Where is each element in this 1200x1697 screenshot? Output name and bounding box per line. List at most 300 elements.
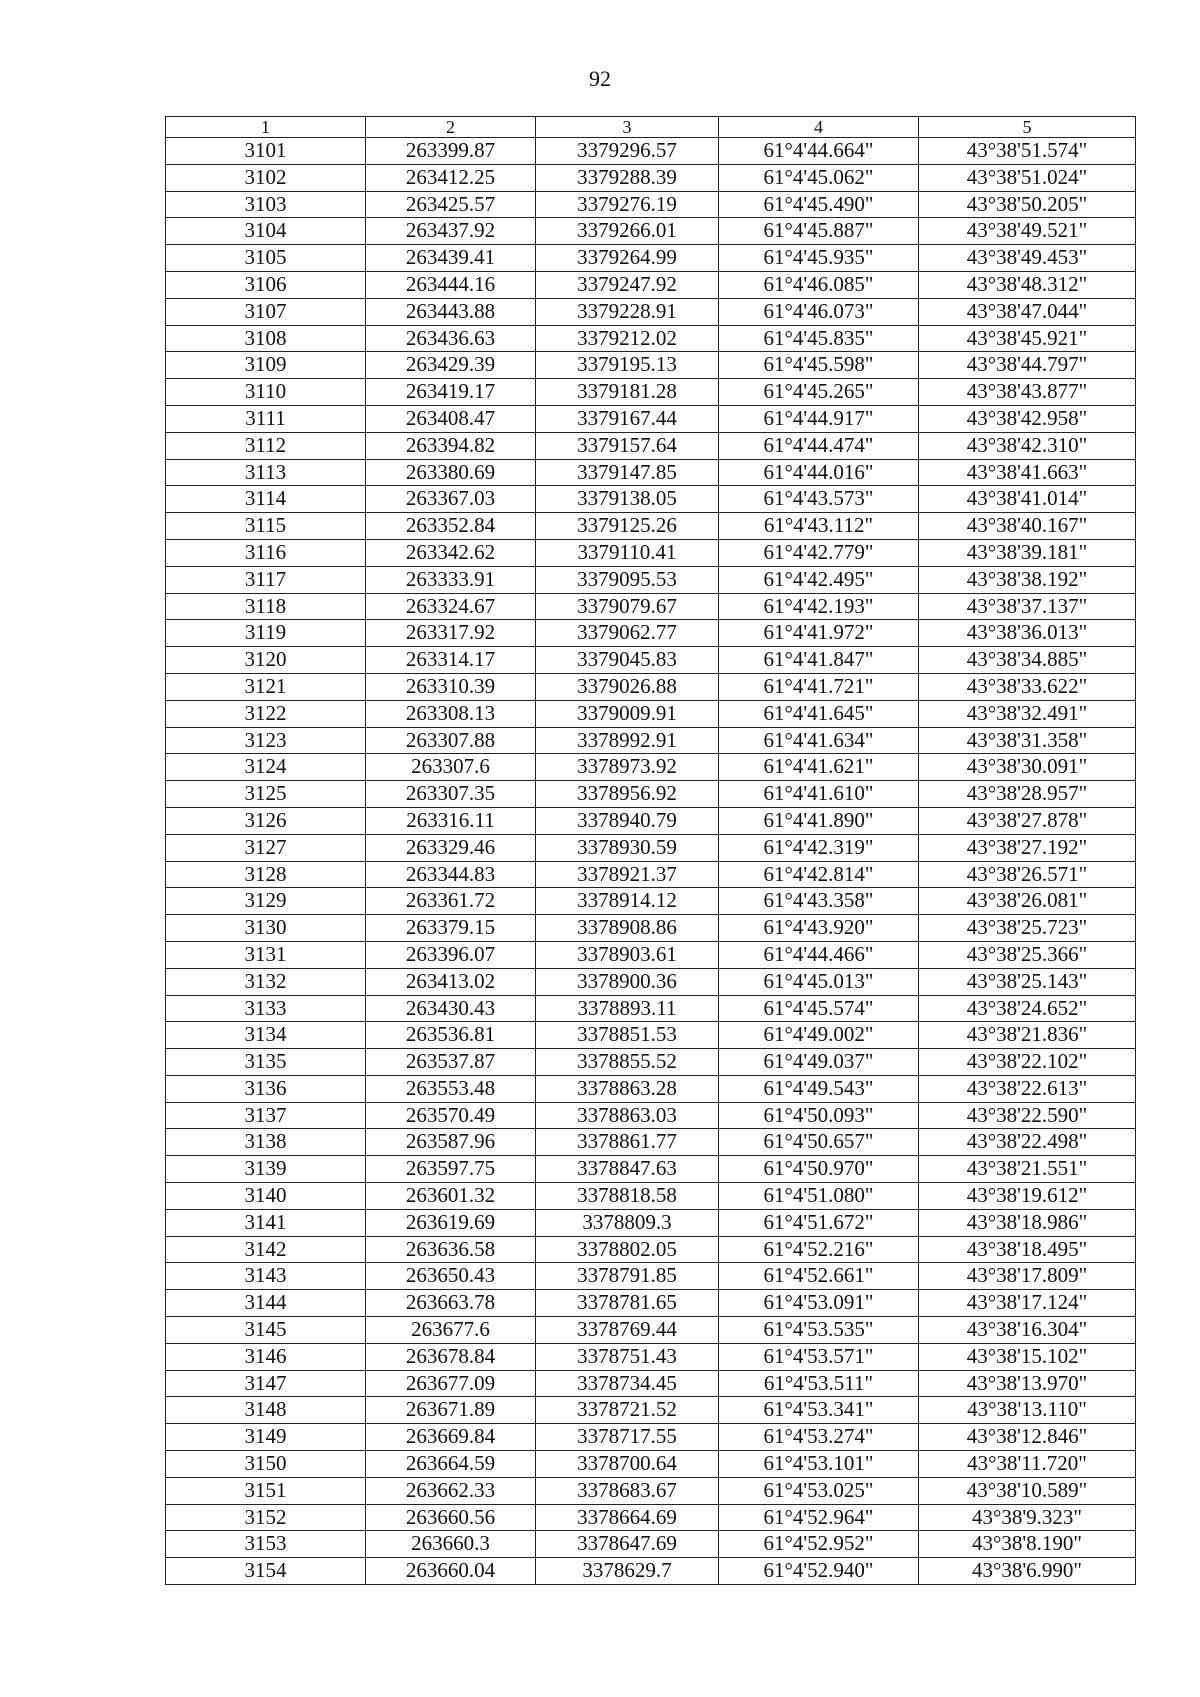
table-row	[166, 1558, 1136, 1585]
table-row	[166, 191, 1136, 218]
table-row	[166, 379, 1136, 406]
point-number-cell: 3124	[166, 754, 366, 781]
table-row	[166, 915, 1136, 942]
longitude-cell: 43°38'26.571"	[919, 861, 1136, 888]
table-row	[166, 995, 1136, 1022]
latitude-cell: 61°4'51.672"	[719, 1209, 919, 1236]
point-number-cell: 3151	[166, 1477, 366, 1504]
longitude-cell: 43°38'31.358"	[919, 727, 1136, 754]
y-coordinate-cell: 3378940.79	[536, 807, 719, 834]
longitude-cell: 43°38'43.877"	[919, 379, 1136, 406]
longitude-cell: 43°38'25.723"	[919, 915, 1136, 942]
table-row	[166, 1343, 1136, 1370]
point-number-cell: 3126	[166, 807, 366, 834]
y-coordinate-cell: 3379095.53	[536, 566, 719, 593]
table-row	[166, 593, 1136, 620]
column-header: 1	[166, 117, 366, 138]
x-coordinate-cell: 263412.25	[366, 164, 536, 191]
longitude-cell: 43°38'42.958"	[919, 405, 1136, 432]
point-number-cell: 3112	[166, 432, 366, 459]
point-number-cell: 3118	[166, 593, 366, 620]
column-header: 4	[719, 117, 919, 138]
column-header: 3	[536, 117, 719, 138]
table-row	[166, 968, 1136, 995]
y-coordinate-cell: 3378863.28	[536, 1075, 719, 1102]
latitude-cell: 61°4'43.358"	[719, 888, 919, 915]
x-coordinate-cell: 263553.48	[366, 1075, 536, 1102]
longitude-cell: 43°38'36.013"	[919, 620, 1136, 647]
x-coordinate-cell: 263664.59	[366, 1451, 536, 1478]
y-coordinate-cell: 3378914.12	[536, 888, 719, 915]
x-coordinate-cell: 263677.09	[366, 1370, 536, 1397]
latitude-cell: 61°4'52.940"	[719, 1558, 919, 1585]
latitude-cell: 61°4'45.013"	[719, 968, 919, 995]
y-coordinate-cell: 3379181.28	[536, 379, 719, 406]
latitude-cell: 61°4'44.016"	[719, 459, 919, 486]
y-coordinate-cell: 3379276.19	[536, 191, 719, 218]
point-number-cell: 3109	[166, 352, 366, 379]
longitude-cell: 43°38'25.143"	[919, 968, 1136, 995]
x-coordinate-cell: 263333.91	[366, 566, 536, 593]
latitude-cell: 61°4'43.112"	[719, 513, 919, 540]
y-coordinate-cell: 3379264.99	[536, 245, 719, 272]
latitude-cell: 61°4'46.073"	[719, 298, 919, 325]
longitude-cell: 43°38'21.836"	[919, 1022, 1136, 1049]
y-coordinate-cell: 3378629.7	[536, 1558, 719, 1585]
point-number-cell: 3143	[166, 1263, 366, 1290]
latitude-cell: 61°4'41.645"	[719, 700, 919, 727]
latitude-cell: 61°4'45.598"	[719, 352, 919, 379]
longitude-cell: 43°38'18.986"	[919, 1209, 1136, 1236]
point-number-cell: 3149	[166, 1424, 366, 1451]
longitude-cell: 43°38'44.797"	[919, 352, 1136, 379]
x-coordinate-cell: 263307.88	[366, 727, 536, 754]
x-coordinate-cell: 263324.67	[366, 593, 536, 620]
longitude-cell: 43°38'41.014"	[919, 486, 1136, 513]
longitude-cell: 43°38'37.137"	[919, 593, 1136, 620]
x-coordinate-cell: 263443.88	[366, 298, 536, 325]
latitude-cell: 61°4'45.887"	[719, 218, 919, 245]
point-number-cell: 3140	[166, 1183, 366, 1210]
point-number-cell: 3121	[166, 673, 366, 700]
longitude-cell: 43°38'42.310"	[919, 432, 1136, 459]
x-coordinate-cell: 263380.69	[366, 459, 536, 486]
y-coordinate-cell: 3379125.26	[536, 513, 719, 540]
y-coordinate-cell: 3379026.88	[536, 673, 719, 700]
longitude-cell: 43°38'26.081"	[919, 888, 1136, 915]
latitude-cell: 61°4'50.657"	[719, 1129, 919, 1156]
table-row	[166, 1129, 1136, 1156]
table-row	[166, 1397, 1136, 1424]
table-row	[166, 941, 1136, 968]
column-header: 2	[366, 117, 536, 138]
point-number-cell: 3122	[166, 700, 366, 727]
table-row	[166, 1075, 1136, 1102]
point-number-cell: 3141	[166, 1209, 366, 1236]
y-coordinate-cell: 3378861.77	[536, 1129, 719, 1156]
longitude-cell: 43°38'24.652"	[919, 995, 1136, 1022]
y-coordinate-cell: 3379288.39	[536, 164, 719, 191]
latitude-cell: 61°4'53.341"	[719, 1397, 919, 1424]
table-row	[166, 271, 1136, 298]
x-coordinate-cell: 263650.43	[366, 1263, 536, 1290]
y-coordinate-cell: 3378734.45	[536, 1370, 719, 1397]
latitude-cell: 61°4'49.002"	[719, 1022, 919, 1049]
y-coordinate-cell: 3378855.52	[536, 1049, 719, 1076]
x-coordinate-cell: 263429.39	[366, 352, 536, 379]
table-row	[166, 245, 1136, 272]
x-coordinate-cell: 263597.75	[366, 1156, 536, 1183]
y-coordinate-cell: 3378956.92	[536, 781, 719, 808]
longitude-cell: 43°38'21.551"	[919, 1156, 1136, 1183]
table-row	[166, 1290, 1136, 1317]
x-coordinate-cell: 263329.46	[366, 834, 536, 861]
x-coordinate-cell: 263396.07	[366, 941, 536, 968]
latitude-cell: 61°4'53.025"	[719, 1477, 919, 1504]
longitude-cell: 43°38'33.622"	[919, 673, 1136, 700]
longitude-cell: 43°38'34.885"	[919, 647, 1136, 674]
y-coordinate-cell: 3379228.91	[536, 298, 719, 325]
x-coordinate-cell: 263352.84	[366, 513, 536, 540]
longitude-cell: 43°38'51.574"	[919, 138, 1136, 165]
point-number-cell: 3110	[166, 379, 366, 406]
x-coordinate-cell: 263660.56	[366, 1504, 536, 1531]
latitude-cell: 61°4'43.920"	[719, 915, 919, 942]
table-row	[166, 1209, 1136, 1236]
point-number-cell: 3105	[166, 245, 366, 272]
latitude-cell: 61°4'51.080"	[719, 1183, 919, 1210]
longitude-cell: 43°38'39.181"	[919, 539, 1136, 566]
point-number-cell: 3150	[166, 1451, 366, 1478]
latitude-cell: 61°4'52.952"	[719, 1531, 919, 1558]
longitude-cell: 43°38'15.102"	[919, 1343, 1136, 1370]
latitude-cell: 61°4'42.319"	[719, 834, 919, 861]
point-number-cell: 3152	[166, 1504, 366, 1531]
table-row	[166, 834, 1136, 861]
point-number-cell: 3111	[166, 405, 366, 432]
table-row	[166, 1156, 1136, 1183]
table-row	[166, 727, 1136, 754]
y-coordinate-cell: 3379247.92	[536, 271, 719, 298]
point-number-cell: 3120	[166, 647, 366, 674]
y-coordinate-cell: 3378809.3	[536, 1209, 719, 1236]
table-row	[166, 1183, 1136, 1210]
x-coordinate-cell: 263419.17	[366, 379, 536, 406]
x-coordinate-cell: 263361.72	[366, 888, 536, 915]
table-row	[166, 486, 1136, 513]
table-row	[166, 861, 1136, 888]
table-row	[166, 218, 1136, 245]
latitude-cell: 61°4'44.917"	[719, 405, 919, 432]
y-coordinate-cell: 3379045.83	[536, 647, 719, 674]
x-coordinate-cell: 263437.92	[366, 218, 536, 245]
header-row	[166, 117, 1136, 138]
point-number-cell: 3130	[166, 915, 366, 942]
table-row	[166, 325, 1136, 352]
x-coordinate-cell: 263660.04	[366, 1558, 536, 1585]
point-number-cell: 3102	[166, 164, 366, 191]
point-number-cell: 3103	[166, 191, 366, 218]
table-row	[166, 647, 1136, 674]
x-coordinate-cell: 263344.83	[366, 861, 536, 888]
longitude-cell: 43°38'13.110"	[919, 1397, 1136, 1424]
latitude-cell: 61°4'45.062"	[719, 164, 919, 191]
longitude-cell: 43°38'8.190"	[919, 1531, 1136, 1558]
y-coordinate-cell: 3378664.69	[536, 1504, 719, 1531]
longitude-cell: 43°38'22.102"	[919, 1049, 1136, 1076]
point-number-cell: 3106	[166, 271, 366, 298]
latitude-cell: 61°4'45.574"	[719, 995, 919, 1022]
latitude-cell: 61°4'43.573"	[719, 486, 919, 513]
x-coordinate-cell: 263307.6	[366, 754, 536, 781]
x-coordinate-cell: 263619.69	[366, 1209, 536, 1236]
latitude-cell: 61°4'52.964"	[719, 1504, 919, 1531]
x-coordinate-cell: 263601.32	[366, 1183, 536, 1210]
y-coordinate-cell: 3379062.77	[536, 620, 719, 647]
table-row	[166, 138, 1136, 165]
latitude-cell: 61°4'41.621"	[719, 754, 919, 781]
latitude-cell: 61°4'53.511"	[719, 1370, 919, 1397]
latitude-cell: 61°4'44.466"	[719, 941, 919, 968]
table-row	[166, 298, 1136, 325]
longitude-cell: 43°38'49.453"	[919, 245, 1136, 272]
latitude-cell: 61°4'53.571"	[719, 1343, 919, 1370]
y-coordinate-cell: 3379157.64	[536, 432, 719, 459]
longitude-cell: 43°38'32.491"	[919, 700, 1136, 727]
longitude-cell: 43°38'18.495"	[919, 1236, 1136, 1263]
x-coordinate-cell: 263678.84	[366, 1343, 536, 1370]
y-coordinate-cell: 3378921.37	[536, 861, 719, 888]
latitude-cell: 61°4'53.091"	[719, 1290, 919, 1317]
latitude-cell: 61°4'41.890"	[719, 807, 919, 834]
latitude-cell: 61°4'49.037"	[719, 1049, 919, 1076]
table-row	[166, 405, 1136, 432]
point-number-cell: 3127	[166, 834, 366, 861]
table-row	[166, 459, 1136, 486]
longitude-cell: 43°38'41.663"	[919, 459, 1136, 486]
y-coordinate-cell: 3379009.91	[536, 700, 719, 727]
latitude-cell: 61°4'41.634"	[719, 727, 919, 754]
x-coordinate-cell: 263587.96	[366, 1129, 536, 1156]
x-coordinate-cell: 263537.87	[366, 1049, 536, 1076]
point-number-cell: 3137	[166, 1102, 366, 1129]
y-coordinate-cell: 3379147.85	[536, 459, 719, 486]
table-row	[166, 1102, 1136, 1129]
latitude-cell: 61°4'42.193"	[719, 593, 919, 620]
latitude-cell: 61°4'49.543"	[719, 1075, 919, 1102]
longitude-cell: 43°38'13.970"	[919, 1370, 1136, 1397]
x-coordinate-cell: 263413.02	[366, 968, 536, 995]
y-coordinate-cell: 3379079.67	[536, 593, 719, 620]
longitude-cell: 43°38'22.590"	[919, 1102, 1136, 1129]
latitude-cell: 61°4'44.474"	[719, 432, 919, 459]
table-row	[166, 1022, 1136, 1049]
longitude-cell: 43°38'48.312"	[919, 271, 1136, 298]
x-coordinate-cell: 263394.82	[366, 432, 536, 459]
y-coordinate-cell: 3378973.92	[536, 754, 719, 781]
point-number-cell: 3138	[166, 1129, 366, 1156]
longitude-cell: 43°38'6.990"	[919, 1558, 1136, 1585]
latitude-cell: 61°4'45.935"	[719, 245, 919, 272]
table-row	[166, 620, 1136, 647]
table-row	[166, 566, 1136, 593]
longitude-cell: 43°38'10.589"	[919, 1477, 1136, 1504]
table-row	[166, 513, 1136, 540]
x-coordinate-cell: 263663.78	[366, 1290, 536, 1317]
column-header: 5	[919, 117, 1136, 138]
coordinates-table	[165, 116, 1136, 1585]
x-coordinate-cell: 263408.47	[366, 405, 536, 432]
table-row	[166, 1504, 1136, 1531]
table-row	[166, 1424, 1136, 1451]
longitude-cell: 43°38'38.192"	[919, 566, 1136, 593]
latitude-cell: 61°4'42.779"	[719, 539, 919, 566]
latitude-cell: 61°4'41.847"	[719, 647, 919, 674]
point-number-cell: 3153	[166, 1531, 366, 1558]
latitude-cell: 61°4'52.661"	[719, 1263, 919, 1290]
y-coordinate-cell: 3378647.69	[536, 1531, 719, 1558]
point-number-cell: 3129	[166, 888, 366, 915]
y-coordinate-cell: 3379296.57	[536, 138, 719, 165]
x-coordinate-cell: 263379.15	[366, 915, 536, 942]
latitude-cell: 61°4'41.972"	[719, 620, 919, 647]
point-number-cell: 3113	[166, 459, 366, 486]
table-row	[166, 1049, 1136, 1076]
y-coordinate-cell: 3378700.64	[536, 1451, 719, 1478]
table-row	[166, 164, 1136, 191]
point-number-cell: 3146	[166, 1343, 366, 1370]
longitude-cell: 43°38'45.921"	[919, 325, 1136, 352]
x-coordinate-cell: 263430.43	[366, 995, 536, 1022]
point-number-cell: 3104	[166, 218, 366, 245]
point-number-cell: 3134	[166, 1022, 366, 1049]
y-coordinate-cell: 3378683.67	[536, 1477, 719, 1504]
table-row	[166, 754, 1136, 781]
y-coordinate-cell: 3378751.43	[536, 1343, 719, 1370]
x-coordinate-cell: 263677.6	[366, 1317, 536, 1344]
y-coordinate-cell: 3378818.58	[536, 1183, 719, 1210]
latitude-cell: 61°4'45.490"	[719, 191, 919, 218]
y-coordinate-cell: 3378851.53	[536, 1022, 719, 1049]
y-coordinate-cell: 3378900.36	[536, 968, 719, 995]
point-number-cell: 3147	[166, 1370, 366, 1397]
latitude-cell: 61°4'45.265"	[719, 379, 919, 406]
table-row	[166, 432, 1136, 459]
longitude-cell: 43°38'22.498"	[919, 1129, 1136, 1156]
point-number-cell: 3117	[166, 566, 366, 593]
y-coordinate-cell: 3379195.13	[536, 352, 719, 379]
point-number-cell: 3136	[166, 1075, 366, 1102]
x-coordinate-cell: 263669.84	[366, 1424, 536, 1451]
y-coordinate-cell: 3378908.86	[536, 915, 719, 942]
table-row	[166, 1236, 1136, 1263]
y-coordinate-cell: 3378721.52	[536, 1397, 719, 1424]
table-row	[166, 673, 1136, 700]
longitude-cell: 43°38'51.024"	[919, 164, 1136, 191]
point-number-cell: 3108	[166, 325, 366, 352]
table-row	[166, 1370, 1136, 1397]
x-coordinate-cell: 263367.03	[366, 486, 536, 513]
longitude-cell: 43°38'27.878"	[919, 807, 1136, 834]
y-coordinate-cell: 3379167.44	[536, 405, 719, 432]
table-body	[166, 138, 1136, 1585]
longitude-cell: 43°38'17.809"	[919, 1263, 1136, 1290]
longitude-cell: 43°38'25.366"	[919, 941, 1136, 968]
latitude-cell: 61°4'45.835"	[719, 325, 919, 352]
x-coordinate-cell: 263316.11	[366, 807, 536, 834]
x-coordinate-cell: 263439.41	[366, 245, 536, 272]
x-coordinate-cell: 263436.63	[366, 325, 536, 352]
y-coordinate-cell: 3379266.01	[536, 218, 719, 245]
y-coordinate-cell: 3379110.41	[536, 539, 719, 566]
longitude-cell: 43°38'30.091"	[919, 754, 1136, 781]
latitude-cell: 61°4'53.535"	[719, 1317, 919, 1344]
x-coordinate-cell: 263314.17	[366, 647, 536, 674]
y-coordinate-cell: 3378863.03	[536, 1102, 719, 1129]
y-coordinate-cell: 3378903.61	[536, 941, 719, 968]
latitude-cell: 61°4'53.101"	[719, 1451, 919, 1478]
y-coordinate-cell: 3378893.11	[536, 995, 719, 1022]
x-coordinate-cell: 263308.13	[366, 700, 536, 727]
x-coordinate-cell: 263536.81	[366, 1022, 536, 1049]
table-row	[166, 539, 1136, 566]
x-coordinate-cell: 263671.89	[366, 1397, 536, 1424]
point-number-cell: 3145	[166, 1317, 366, 1344]
point-number-cell: 3123	[166, 727, 366, 754]
table-row	[166, 888, 1136, 915]
longitude-cell: 43°38'40.167"	[919, 513, 1136, 540]
table-row	[166, 1317, 1136, 1344]
table-row	[166, 807, 1136, 834]
x-coordinate-cell: 263570.49	[366, 1102, 536, 1129]
latitude-cell: 61°4'42.814"	[719, 861, 919, 888]
point-number-cell: 3148	[166, 1397, 366, 1424]
longitude-cell: 43°38'17.124"	[919, 1290, 1136, 1317]
y-coordinate-cell: 3378930.59	[536, 834, 719, 861]
x-coordinate-cell: 263310.39	[366, 673, 536, 700]
x-coordinate-cell: 263425.57	[366, 191, 536, 218]
x-coordinate-cell: 263662.33	[366, 1477, 536, 1504]
y-coordinate-cell: 3378992.91	[536, 727, 719, 754]
latitude-cell: 61°4'50.093"	[719, 1102, 919, 1129]
x-coordinate-cell: 263660.3	[366, 1531, 536, 1558]
point-number-cell: 3107	[166, 298, 366, 325]
y-coordinate-cell: 3378847.63	[536, 1156, 719, 1183]
latitude-cell: 61°4'53.274"	[719, 1424, 919, 1451]
table-row	[166, 1263, 1136, 1290]
point-number-cell: 3101	[166, 138, 366, 165]
table-row	[166, 1531, 1136, 1558]
longitude-cell: 43°38'19.612"	[919, 1183, 1136, 1210]
y-coordinate-cell: 3378717.55	[536, 1424, 719, 1451]
point-number-cell: 3139	[166, 1156, 366, 1183]
point-number-cell: 3132	[166, 968, 366, 995]
longitude-cell: 43°38'12.846"	[919, 1424, 1136, 1451]
longitude-cell: 43°38'22.613"	[919, 1075, 1136, 1102]
table-row	[166, 1451, 1136, 1478]
longitude-cell: 43°38'16.304"	[919, 1317, 1136, 1344]
x-coordinate-cell: 263342.62	[366, 539, 536, 566]
latitude-cell: 61°4'46.085"	[719, 271, 919, 298]
longitude-cell: 43°38'50.205"	[919, 191, 1136, 218]
y-coordinate-cell: 3378791.85	[536, 1263, 719, 1290]
point-number-cell: 3154	[166, 1558, 366, 1585]
longitude-cell: 43°38'28.957"	[919, 781, 1136, 808]
point-number-cell: 3135	[166, 1049, 366, 1076]
y-coordinate-cell: 3378769.44	[536, 1317, 719, 1344]
y-coordinate-cell: 3379212.02	[536, 325, 719, 352]
longitude-cell: 43°38'9.323"	[919, 1504, 1136, 1531]
